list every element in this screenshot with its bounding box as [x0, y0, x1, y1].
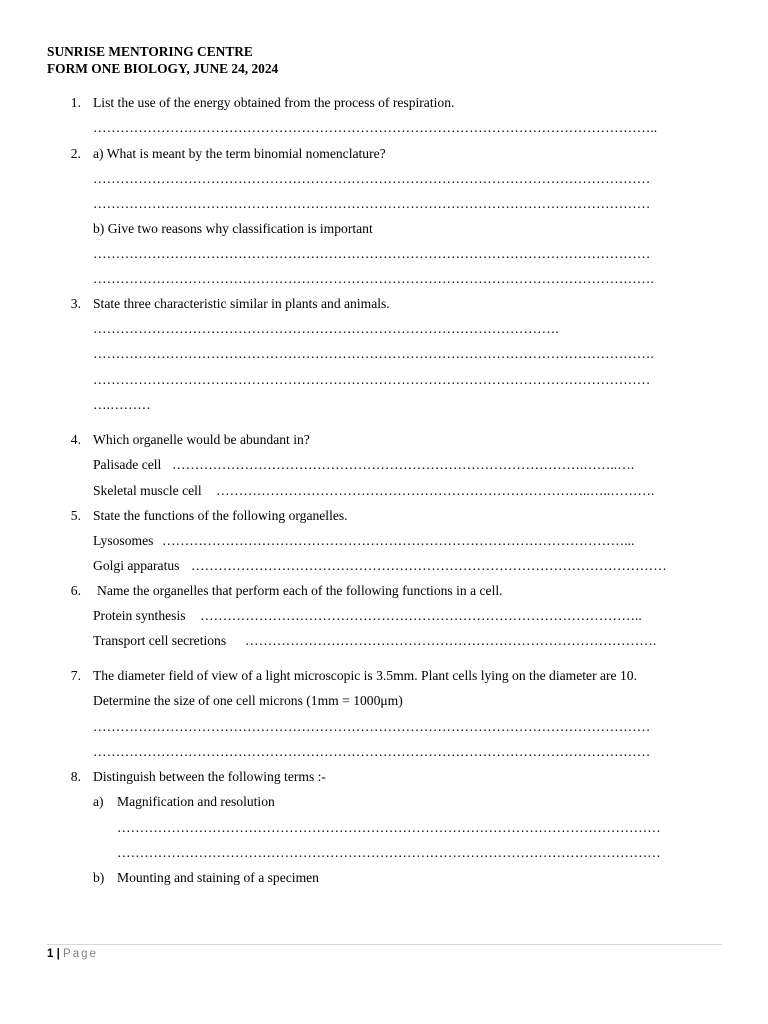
answer-line: ………………………………………………………………………………………….	[93, 321, 559, 336]
answer-line: ……………………………………………………………………………………………………………	[93, 372, 651, 387]
answer-line: ……………………………………………………………………………………………………………..	[93, 120, 658, 135]
answer-line: ……………………………………………………………………………….	[245, 633, 657, 648]
exam-title: FORM ONE BIOLOGY, JUNE 24, 2024	[47, 61, 279, 76]
question-number: 4.	[70, 432, 81, 447]
question-number: 5.	[70, 508, 81, 523]
question-text: Distinguish between the following terms :-	[93, 769, 326, 784]
answer-line: ……………………………………………………………………………………………………………	[93, 719, 651, 734]
question-text: Which organelle would be abundant in?	[93, 432, 310, 447]
question-text: State the functions of the following organelles.	[93, 508, 348, 523]
answer-line: …………………………………………………………………………………………………………	[117, 820, 661, 835]
sub-question-label: a)	[93, 794, 104, 809]
answer-line: ……………………………………………………………………………………………	[191, 558, 667, 573]
sub-item-label: Golgi apparatus	[93, 558, 180, 573]
sub-item-label: Skeletal muscle cell	[93, 483, 202, 498]
question-text: The diameter field of view of a light microscopic is 3.5mm. Plant cells lying on the diameter are 10.	[93, 668, 637, 683]
question-text: Name the organelles that perform each of the following functions in a cell.	[97, 583, 503, 598]
question-number: 2.	[70, 146, 81, 161]
document-header	[47, 43, 278, 77]
sub-item-label: Transport cell secretions	[93, 633, 227, 648]
sub-question-text: Mounting and staining of a specimen	[117, 870, 319, 885]
sub-item-label: Palisade cell	[93, 457, 162, 472]
question-text: List the use of the energy obtained from the process of respiration.	[93, 95, 455, 110]
question-number: 8.	[70, 769, 81, 784]
question-text: b) Give two reasons why classification is important	[93, 221, 373, 236]
school-name: SUNRISE MENTORING CENTRE	[47, 44, 253, 59]
answer-line-tail: ….………	[93, 397, 151, 412]
answer-line: ……………………………………………………………………………….……..….	[172, 457, 635, 472]
footer-separator: |	[56, 948, 60, 960]
page-label: Page	[63, 948, 98, 960]
answer-line: ……………………………………………………………………………………………………………	[93, 196, 651, 211]
answer-line: …………………………………………………………………………………………………………….	[93, 271, 654, 286]
answer-line: …………………………………………………………………………………………………………	[117, 845, 661, 860]
sub-item-label: Protein synthesis	[93, 608, 186, 623]
question-text: a) What is meant by the term binomial nomenclature?	[93, 146, 386, 161]
answer-line: ……………………………………………………………………………………..	[200, 608, 642, 623]
answer-line: …………………………………………………………………………………………………………….	[93, 346, 654, 361]
sub-item-label: Lysosomes	[93, 533, 154, 548]
question-number: 3.	[70, 296, 81, 311]
answer-line: ……………………………………………………………………………………………………………	[93, 744, 651, 759]
answer-line: ……………………………………………………………………………………………………………	[93, 171, 651, 186]
question-text: Determine the size of one cell microns (1mm = 1000μm)	[93, 693, 403, 708]
answer-line: ………………………………………………………………………..…..……….	[216, 483, 655, 498]
question-number: 1.	[70, 95, 81, 110]
question-number: 7.	[70, 668, 81, 683]
question-number: 6.	[70, 583, 81, 598]
page-footer	[47, 948, 98, 960]
answer-line: …………………………………………………………………………………………...	[162, 533, 635, 548]
question-text: State three characteristic similar in plants and animals.	[93, 296, 390, 311]
sub-question-label: b)	[93, 870, 105, 885]
page-number: 1	[47, 948, 54, 960]
answer-line: ……………………………………………………………………………………………………………	[93, 246, 651, 261]
sub-question-text: Magnification and resolution	[117, 794, 275, 809]
footer-divider	[47, 944, 722, 945]
